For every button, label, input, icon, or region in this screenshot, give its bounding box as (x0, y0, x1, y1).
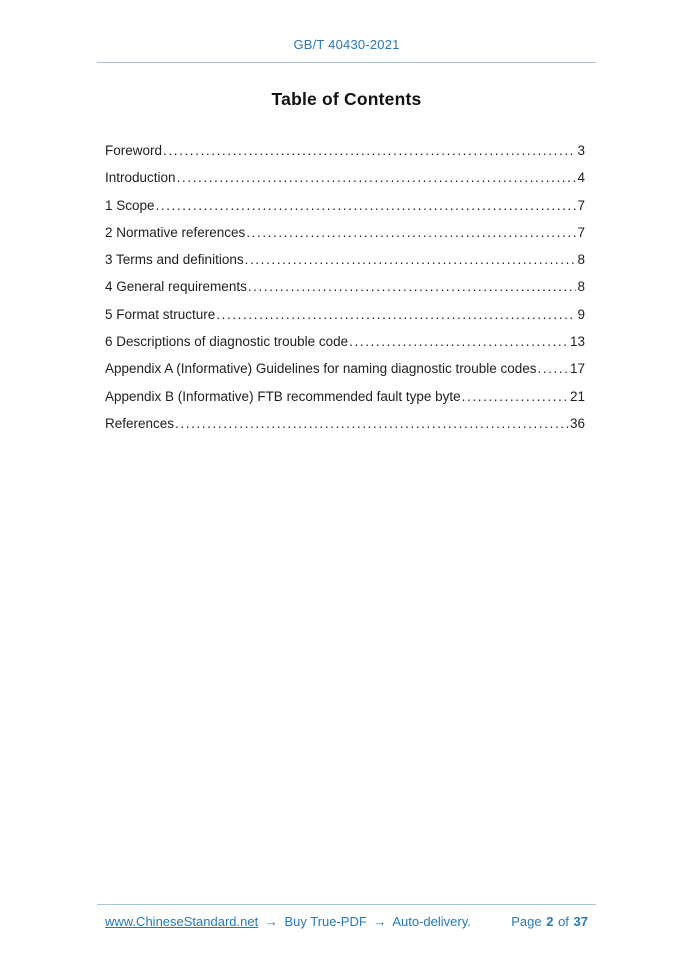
page-indicator (510, 914, 588, 929)
arrow-icon: → (264, 914, 278, 929)
toc-entry-page: 7 (577, 224, 585, 240)
page-footer (97, 904, 596, 929)
toc-entry-page: 3 (577, 143, 585, 158)
dot-leader (245, 252, 577, 267)
toc-entry (105, 334, 585, 361)
toc-entry-page: 17 (569, 361, 585, 377)
toc-entry (105, 307, 585, 334)
page-current: 2 (546, 914, 554, 929)
toc-entry (105, 416, 585, 443)
toc-entry-label: References (105, 415, 175, 431)
toc-entry-label: 1 Scope (105, 197, 155, 213)
toc-entry-label: 2 Normative references (105, 224, 246, 240)
dot-leader (175, 416, 569, 431)
page-label: Page (511, 914, 542, 929)
page-total: 37 (573, 914, 588, 929)
toc-entry-page: 8 (577, 252, 585, 268)
toc-entry-label: Appendix B (Informative) FTB recommended fault type byte (105, 388, 461, 404)
toc-entry (105, 225, 585, 252)
dot-leader (248, 279, 577, 294)
toc-entry (105, 389, 585, 416)
toc-entry-label: 5 Format structure (105, 306, 216, 322)
footer-promo (105, 914, 471, 929)
toc-entry-page: 8 (577, 279, 585, 295)
toc-entry-label: 4 General requirements (105, 279, 247, 295)
header-rule (97, 62, 596, 63)
toc-entry-label: 3 Terms and definitions (105, 252, 244, 268)
toc-entry-label: Introduction (105, 170, 176, 186)
dot-leader (538, 361, 569, 376)
footer-delivery-text: Auto-delivery. (392, 914, 471, 929)
dot-leader (246, 225, 576, 240)
toc-entry-label: Foreword (105, 143, 163, 158)
toc-entry-page: 9 (577, 306, 585, 322)
toc-entry (105, 252, 585, 279)
toc-entry (105, 361, 585, 388)
of-label: of (558, 914, 569, 929)
dot-leader (163, 143, 576, 158)
page-header (0, 0, 693, 63)
doc-number: GB/T 40430-2021 (293, 37, 400, 52)
toc-entry-page: 36 (569, 415, 585, 431)
table-of-contents (97, 143, 596, 443)
toc-entry-label: Appendix A (Informative) Guidelines for naming diagnostic trouble codes (105, 361, 537, 377)
dot-leader (156, 198, 577, 213)
toc-entry-label: 6 Descriptions of diagnostic trouble code (105, 334, 349, 350)
dot-leader (349, 334, 569, 349)
toc-entry-page: 4 (577, 170, 585, 186)
site-link[interactable]: www.ChineseStandard.net (105, 914, 259, 929)
footer-buy-text: Buy True-PDF (284, 914, 367, 929)
toc-entry (105, 198, 585, 225)
toc-entry-page: 13 (569, 334, 585, 350)
toc-entry (105, 170, 585, 197)
dot-leader (177, 170, 577, 185)
dot-leader (462, 389, 569, 404)
page-title: Table of Contents (271, 89, 422, 109)
toc-entry (105, 143, 585, 170)
dot-leader (216, 307, 576, 322)
toc-entry (105, 279, 585, 306)
arrow-icon: → (373, 914, 387, 929)
toc-entry-page: 21 (569, 388, 585, 404)
toc-entry-page: 7 (577, 197, 585, 213)
